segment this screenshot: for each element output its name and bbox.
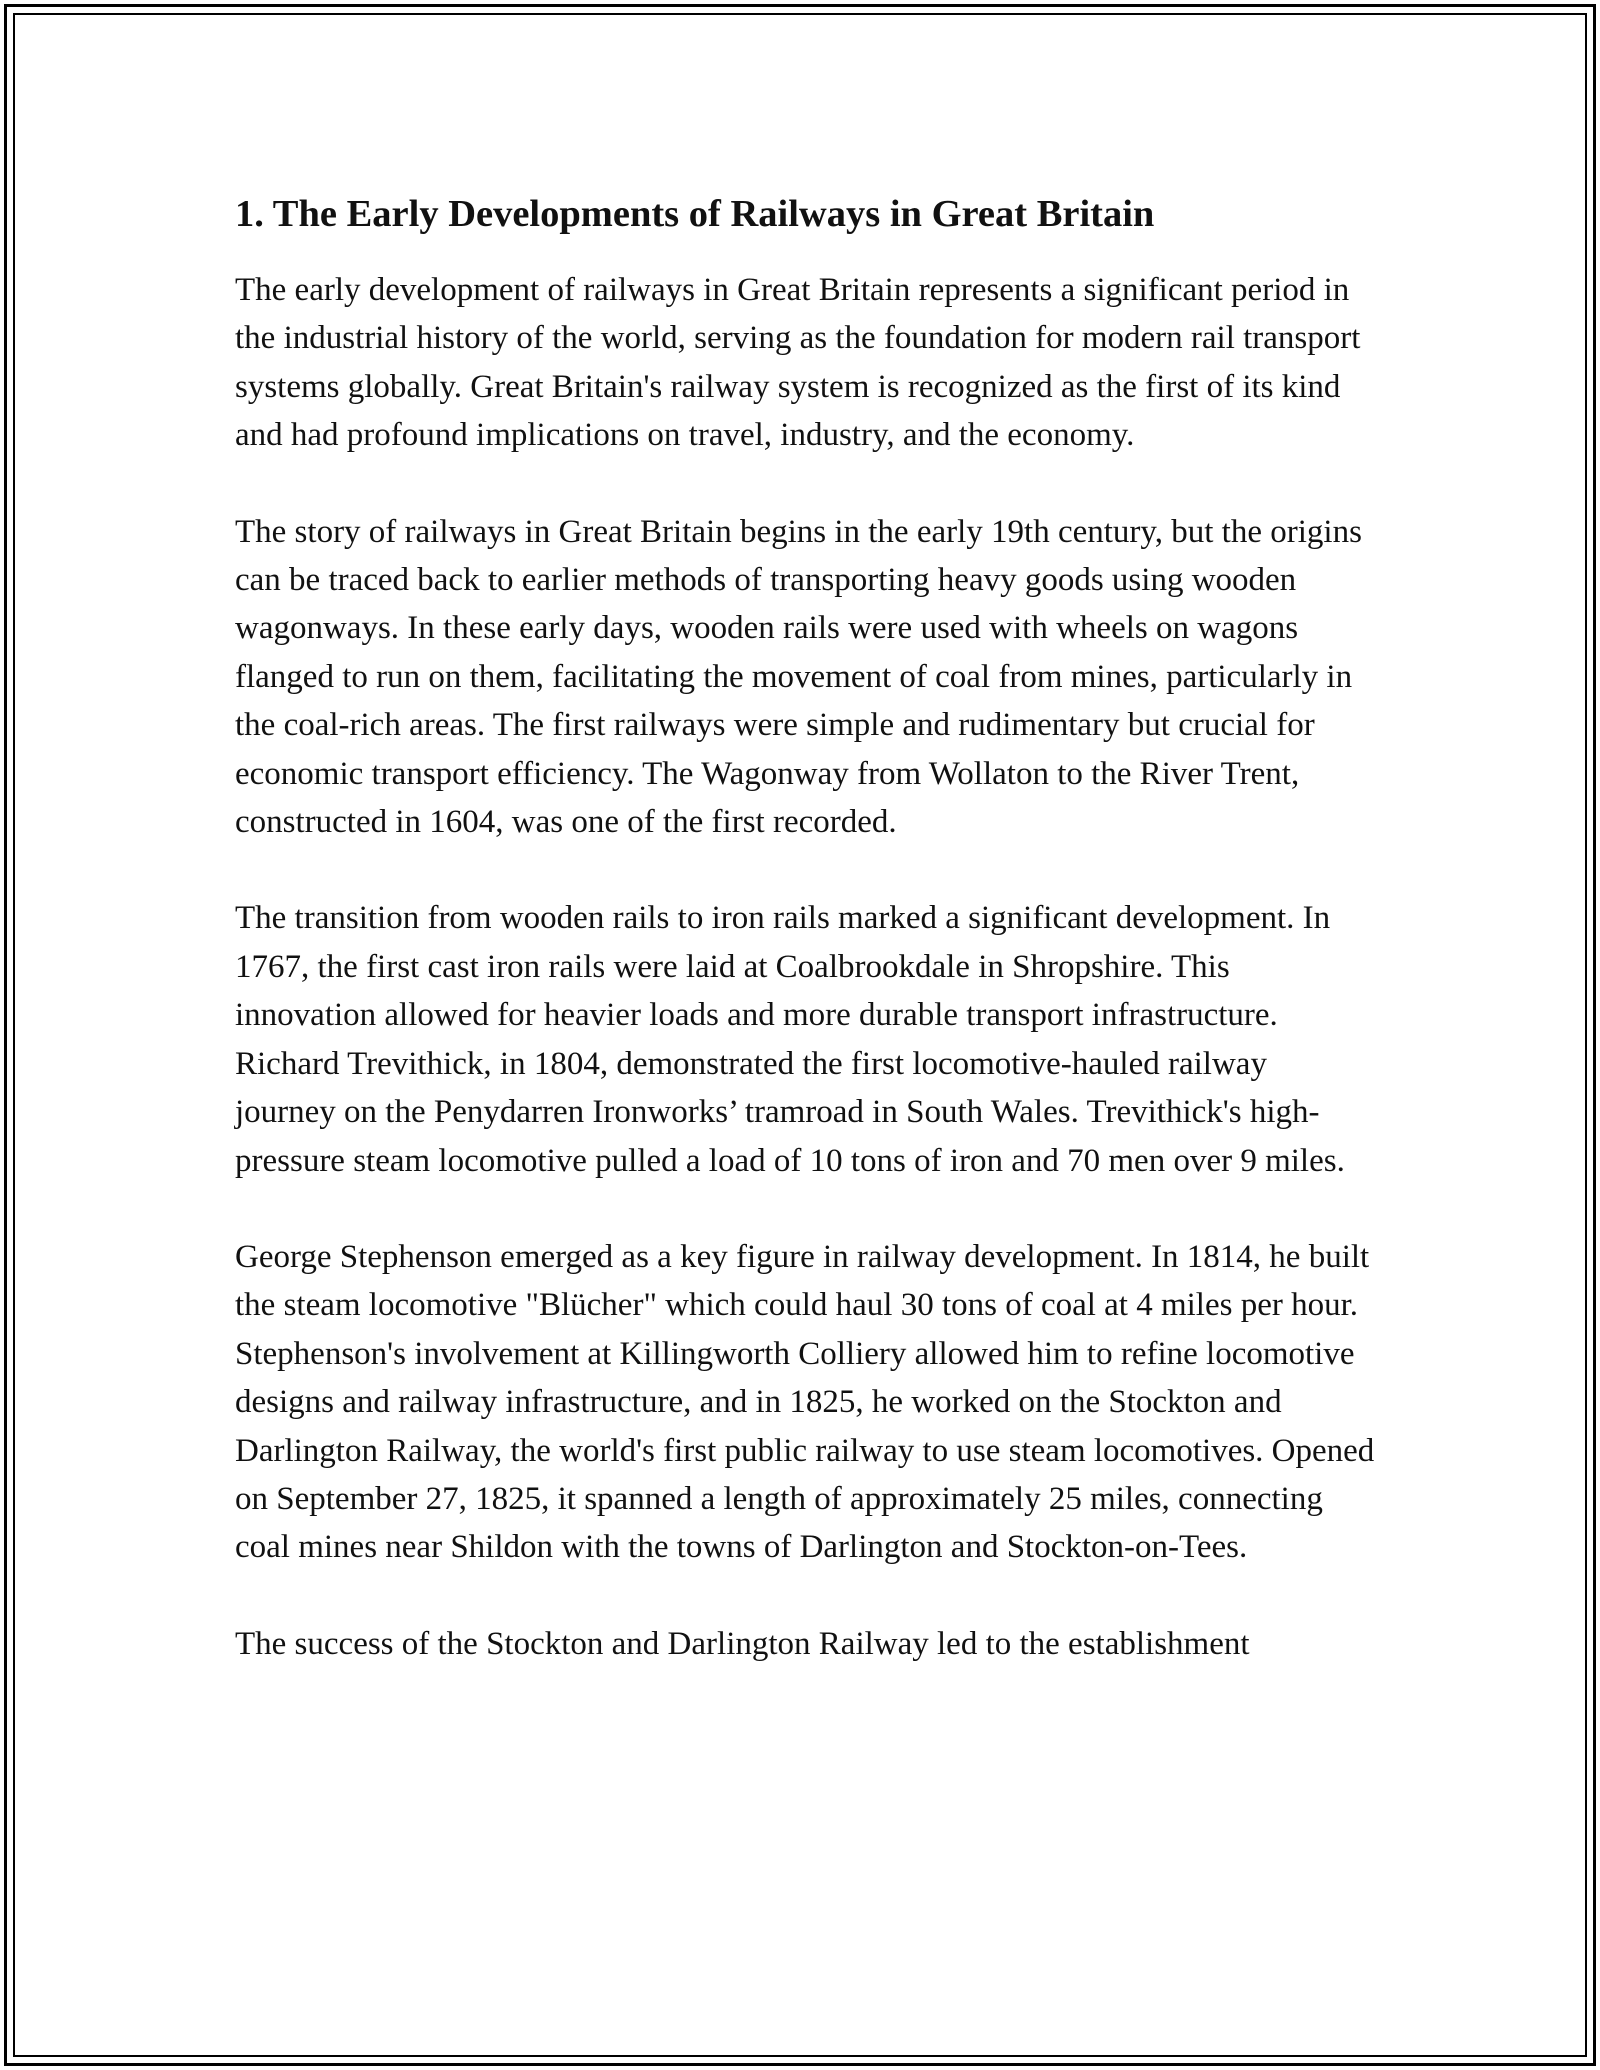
paragraph-intro: The early development of railways in Great Britain represents a significant period in the industrial history of the world, serving as the foundation for modern rail transport systems globally. Great Britain's railway system is recognized as the first of its kind and had profound implications on travel, industry, and the economy. (235, 272, 1361, 454)
document-body (235, 188, 1375, 1716)
paragraph-iron-rails: The transition from wooden rails to iron rails marked a significant development. In 1767, the first cast iron rails were laid at Coalbrookdale in Shropshire. This innovation allowed for heavier loads and more durable transport infrastructure. Richard Trevithick, in 1804, demonstrated the first locomotive-hauled railway journey on the Penydarren Ironworks’ tramroad in South Wales. Trevithick's high-pressure steam locomotive pulled a load of 10 tons of iron and 70 men over 9 miles. (235, 900, 1345, 1179)
paragraph-stephenson: George Stephenson emerged as a key figure in railway development. In 1814, he built the steam locomotive "Blücher" which could haul 30 tons of coal at 4 miles per hour. Stephenson's involvement at Killingworth Colliery allowed him to refine locomotive designs and railway infrastructure, and in 1825, he worked on the Stockton and Darlington Railway, the world's first public railway to use steam locomotives. Opened on September 27, 1825, it spanned a length of approximately 25 miles, connecting coal mines near Shildon with the towns of Darlington and Stockton-on-Tees. (235, 1238, 1375, 1566)
paragraph-success: The success of the Stockton and Darlington Railway led to the establishment (235, 1625, 1250, 1662)
section-heading: 1. The Early Developments of Railways in Great Britain (235, 193, 1155, 235)
paragraph-wagonways: The story of railways in Great Britain begins in the early 19th century, but the origins can be traced back to earlier methods of transporting heavy goods using wooden wagonways. In these early days, wooden rails were used with wheels on wagons flanged to run on them, facilitating the movement of coal from mines, particularly in the coal-rich areas. The first railways were simple and rudimentary but crucial for economic transport efficiency. The Wagonway from Wollaton to the River Trent, constructed in 1604, was one of the first recorded. (235, 513, 1362, 841)
